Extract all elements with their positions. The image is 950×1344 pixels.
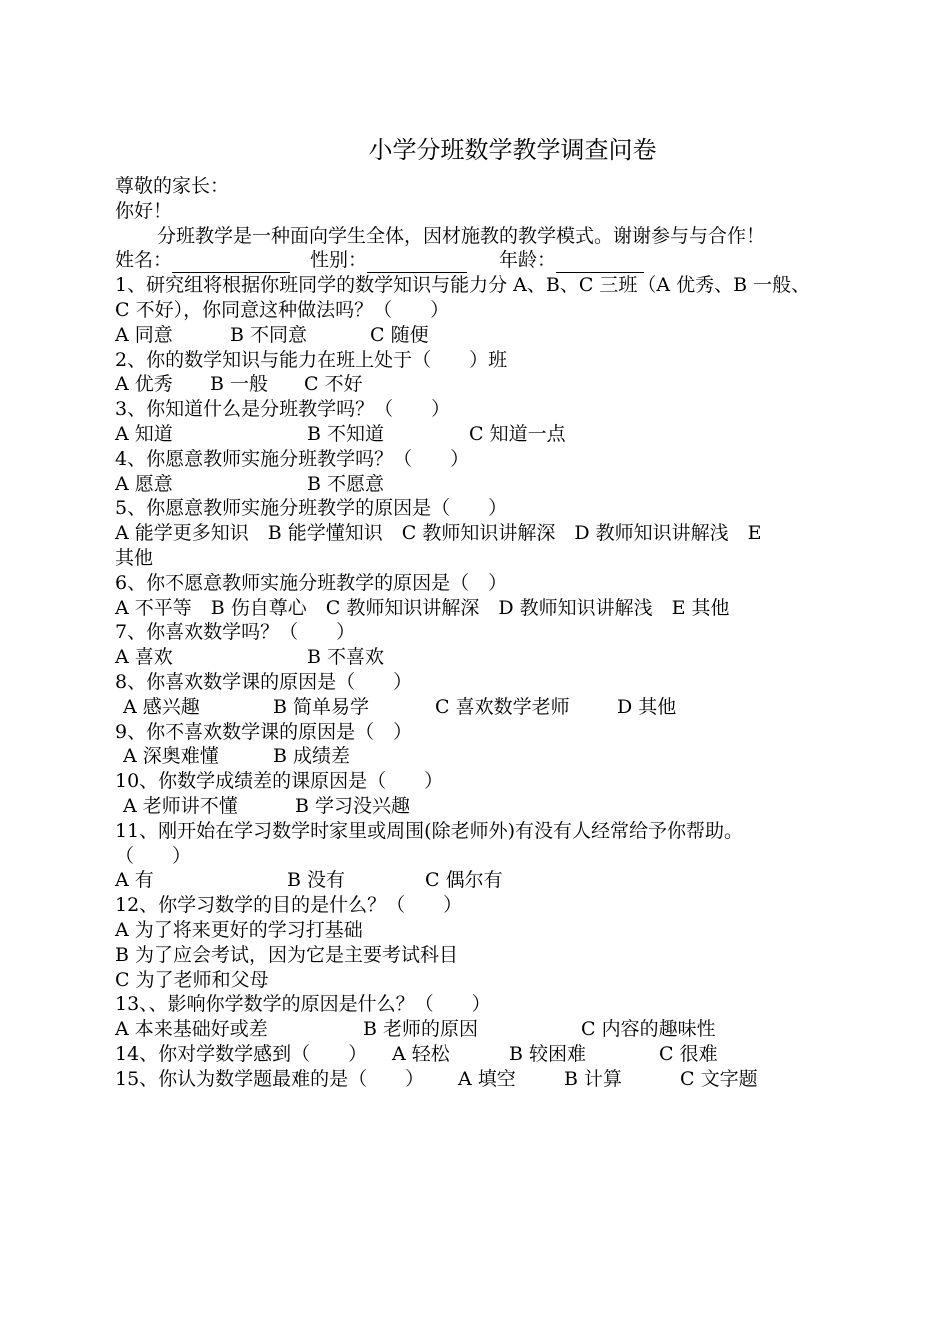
q12-option-c[interactable]: C 为了老师和父母 bbox=[115, 968, 269, 991]
greeting: 尊敬的家长： bbox=[115, 175, 230, 197]
q10-options bbox=[115, 794, 860, 819]
questionnaire-body bbox=[115, 174, 860, 1091]
q4: 4、你愿意教师实施分班教学吗？（ ） bbox=[115, 447, 470, 470]
q1-option-a[interactable]: A 同意 bbox=[115, 323, 173, 346]
q13-option-c[interactable]: C 内容的趣味性 bbox=[581, 1018, 716, 1041]
q12-option-a[interactable]: A 为了将来更好的学习打基础 bbox=[115, 918, 363, 941]
q11-options bbox=[115, 868, 860, 893]
q2-option-b[interactable]: B 一般 bbox=[210, 373, 269, 396]
q11-line1: 11、刚开始在学习数学时家里或周围(除老师外)有没有人经常给予你帮助。 bbox=[115, 819, 744, 842]
q9-options bbox=[115, 744, 860, 769]
q8-options bbox=[115, 695, 860, 720]
q8-option-d[interactable]: D 其他 bbox=[617, 695, 677, 718]
q10: 10、你数学成绩差的课原因是（ ） bbox=[115, 770, 444, 793]
q10-option-b[interactable]: B 学习没兴趣 bbox=[295, 794, 411, 817]
q3-option-c[interactable]: C 知道一点 bbox=[469, 422, 566, 445]
q14: 14、你对学数学感到（ ） bbox=[115, 1042, 368, 1065]
q1-option-c[interactable]: C 随便 bbox=[370, 323, 429, 346]
q6: 6、你不愿意教师实施分班教学的原因是（ ） bbox=[115, 571, 508, 594]
q4-options bbox=[115, 472, 860, 497]
q2-option-c[interactable]: C 不好 bbox=[304, 373, 363, 396]
q2-option-a[interactable]: A 优秀 bbox=[115, 373, 173, 396]
q1-option-b[interactable]: B 不同意 bbox=[230, 323, 308, 346]
gender-label: 性别： bbox=[310, 249, 368, 272]
q14-option-a[interactable]: A 轻松 bbox=[392, 1042, 450, 1065]
q9-option-b[interactable]: B 成绩差 bbox=[273, 745, 351, 768]
q13: 13、、影响你学数学的原因是什么？（ ） bbox=[115, 993, 491, 1016]
q7-option-a[interactable]: A 喜欢 bbox=[115, 646, 173, 669]
q3-option-a[interactable]: A 知道 bbox=[115, 422, 173, 445]
q8-option-c[interactable]: C 喜欢数学老师 bbox=[435, 695, 570, 718]
q2-options bbox=[115, 372, 860, 397]
q7-options bbox=[115, 645, 860, 670]
q1-line2: C 不好），你同意这种做法吗？（ ） bbox=[115, 298, 450, 321]
q13-option-b[interactable]: B 老师的原因 bbox=[363, 1018, 479, 1041]
q8-option-a[interactable]: A 感兴趣 bbox=[123, 695, 200, 718]
q9-option-a[interactable]: A 深奥难懂 bbox=[123, 745, 219, 768]
q15-option-c[interactable]: C 文字题 bbox=[680, 1067, 758, 1090]
info-fields bbox=[115, 248, 860, 273]
name-label: 姓名： bbox=[115, 249, 173, 272]
q11-line2: （ ） bbox=[115, 844, 192, 867]
q10-option-a[interactable]: A 老师讲不懂 bbox=[123, 794, 238, 817]
q4-option-b[interactable]: B 不愿意 bbox=[307, 472, 385, 495]
hello: 你好！ bbox=[115, 199, 173, 222]
name-blank[interactable] bbox=[172, 252, 290, 273]
q7-option-b[interactable]: B 不喜欢 bbox=[307, 646, 385, 669]
page-title: 小学分班数学教学调查问卷 bbox=[368, 136, 657, 164]
q1-line1: 1、研究组将根据你班同学的数学知识与能力分 A、B、C 三班（A 优秀、B 一般、 bbox=[115, 274, 811, 297]
q12: 12、你学习数学的目的是什么？（ ） bbox=[115, 894, 463, 917]
q15-option-a[interactable]: A 填空 bbox=[458, 1067, 516, 1090]
q15: 15、你认为数学题最难的是（ ） bbox=[115, 1067, 425, 1090]
q6-options[interactable]: A 不平等 B 伤自尊心 C 教师知识讲解深 D 教师知识讲解浅 E 其他 bbox=[115, 596, 730, 619]
q8: 8、你喜欢数学课的原因是（ ） bbox=[115, 670, 413, 693]
q15-row bbox=[115, 1067, 860, 1092]
q9: 9、你不喜欢数学课的原因是（ ） bbox=[115, 720, 413, 743]
q15-option-b[interactable]: B 计算 bbox=[564, 1067, 623, 1090]
q8-option-b[interactable]: B 简单易学 bbox=[273, 695, 370, 718]
intro: 分班教学是一种面向学生全体，因材施教的教学模式。谢谢参与与合作！ bbox=[157, 224, 766, 247]
q5-options-line2[interactable]: 其他 bbox=[115, 546, 154, 569]
q2: 2、你的数学知识与能力在班上处于（ ）班 bbox=[115, 348, 508, 371]
q3-option-b[interactable]: B 不知道 bbox=[307, 422, 385, 445]
q3-options bbox=[115, 422, 860, 447]
q5: 5、你愿意教师实施分班教学的原因是（ ） bbox=[115, 497, 508, 520]
q7: 7、你喜欢数学吗？（ ） bbox=[115, 621, 356, 644]
q12-option-b[interactable]: B 为了应会考试，因为它是主要考试科目 bbox=[115, 943, 459, 966]
age-label: 年龄： bbox=[499, 249, 557, 272]
q3: 3、你知道什么是分班教学吗？（ ） bbox=[115, 398, 451, 421]
q11-option-c[interactable]: C 偶尔有 bbox=[425, 869, 503, 892]
q1-options bbox=[115, 323, 860, 348]
age-blank[interactable] bbox=[556, 252, 644, 273]
q4-option-a[interactable]: A 愿意 bbox=[115, 472, 173, 495]
q5-options-line1[interactable]: A 能学更多知识 B 能学懂知识 C 教师知识讲解深 D 教师知识讲解浅 E bbox=[115, 522, 762, 545]
q14-option-c[interactable]: C 很难 bbox=[659, 1042, 718, 1065]
q11-option-b[interactable]: B 没有 bbox=[287, 869, 346, 892]
q14-row bbox=[115, 1042, 860, 1067]
q13-option-a[interactable]: A 本来基础好或差 bbox=[115, 1018, 268, 1041]
gender-blank[interactable] bbox=[367, 252, 467, 273]
q13-options bbox=[115, 1017, 860, 1042]
q11-option-a[interactable]: A 有 bbox=[115, 869, 154, 892]
q14-option-b[interactable]: B 较困难 bbox=[509, 1042, 587, 1065]
